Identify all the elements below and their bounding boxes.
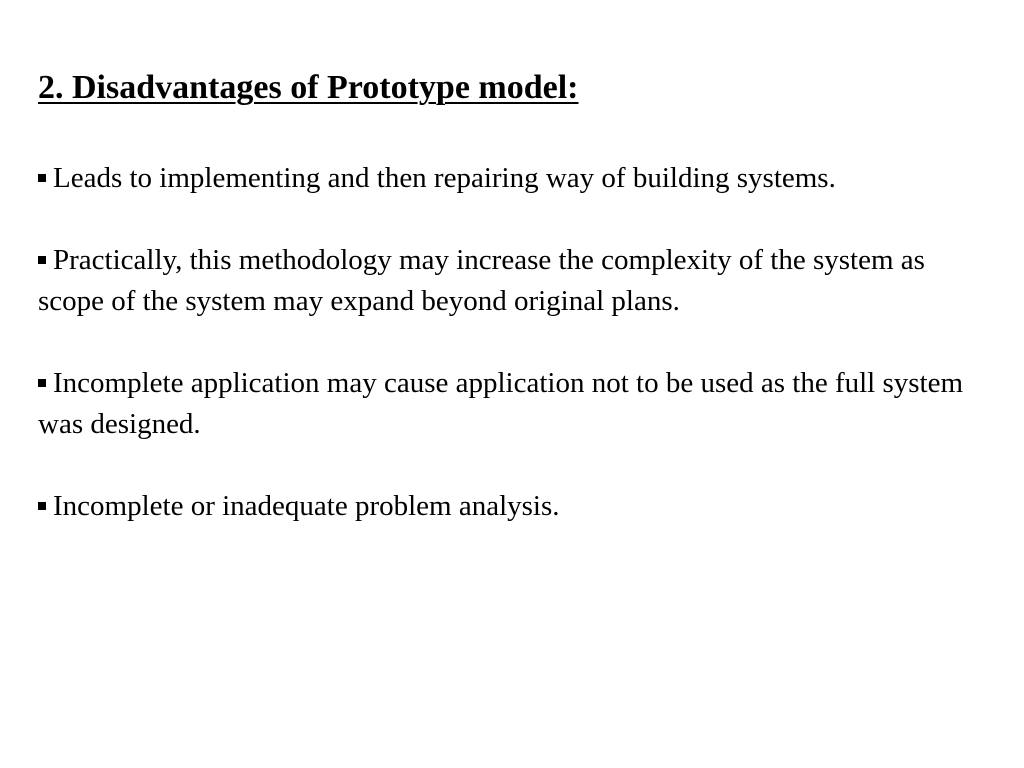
bullet-text: Practically, this methodology may increase the complexity of the system as scope of the system may expand beyond original plans. (38, 244, 925, 317)
bullet-text: Leads to implementing and then repairing way of building systems. (53, 162, 836, 194)
bullet-item (38, 240, 988, 322)
bullet-list (38, 158, 988, 527)
bullet-text: Incomplete application may cause application not to be used as the full system was designed. (38, 367, 964, 440)
bullet-item (38, 486, 988, 527)
bullet-item (38, 158, 988, 199)
square-bullet-icon (38, 502, 46, 510)
bullet-text: Incomplete or inadequate problem analysis. (53, 490, 560, 522)
slide-title: 2. Disadvantages of Prototype model: (38, 69, 579, 106)
bullet-item (38, 363, 988, 445)
square-bullet-icon (38, 174, 46, 182)
square-bullet-icon (38, 379, 46, 387)
square-bullet-icon (38, 256, 46, 264)
